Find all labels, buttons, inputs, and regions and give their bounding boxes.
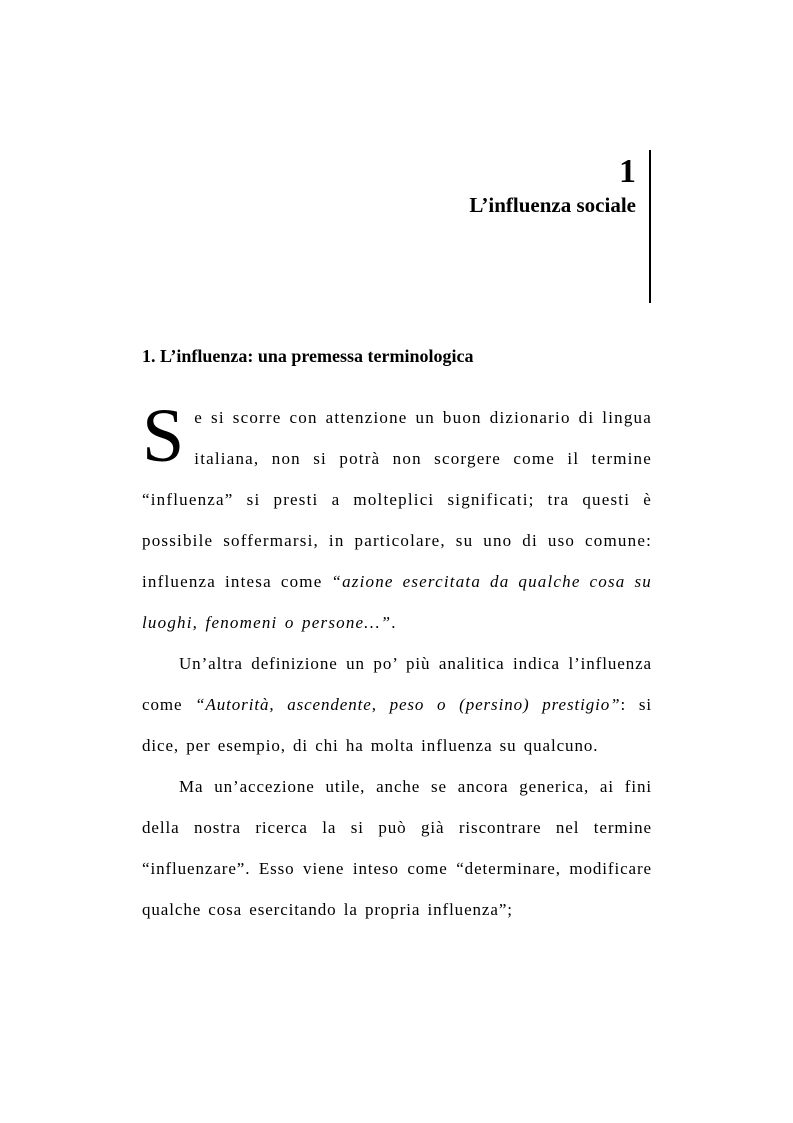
drop-cap: S <box>142 394 185 478</box>
chapter-vertical-rule <box>649 150 651 303</box>
paragraph-2-quote: “Autorità, ascendente, peso o (persino) prestigio” <box>195 695 621 714</box>
paragraph-1-text: e si scorre con attenzione un buon dizionario di lingua italiana, non si potrà non scorgere come il termine “influenza” si presti a molteplici significati; tra questi è possibile soffermarsi, in particolare, su uno di uso comune: influenza intesa come <box>142 408 652 591</box>
paragraph-1 <box>142 394 652 643</box>
paragraph-1-quote: “azione esercitata da qualche cosa su luoghi, fenomeni o persone…” <box>142 572 652 632</box>
paragraph-3-text: Ma un’accezione utile, anche se ancora generica, ai fini della nostra ricerca la si può già riscontrare nel termine “influenzare”. Esso viene inteso come “determinare, modificare qualche cosa esercitando la propria influenza”; <box>142 777 652 919</box>
chapter-number: 1 <box>619 153 636 190</box>
chapter-title: L’influenza sociale <box>469 193 636 217</box>
paragraph-2 <box>142 643 652 766</box>
body-text <box>142 394 652 930</box>
paragraph-2-text: Un’altra definizione un po’ più analitica indica l’influenza come <box>142 654 652 714</box>
paragraph-3 <box>142 766 652 930</box>
paragraph-2-end: : si dice, per esempio, di chi ha molta influenza su qualcuno. <box>142 695 652 755</box>
chapter-header <box>380 152 636 218</box>
paragraph-1-end: . <box>391 613 397 632</box>
section-heading: 1. L’influenza: una premessa terminologica <box>142 346 474 366</box>
